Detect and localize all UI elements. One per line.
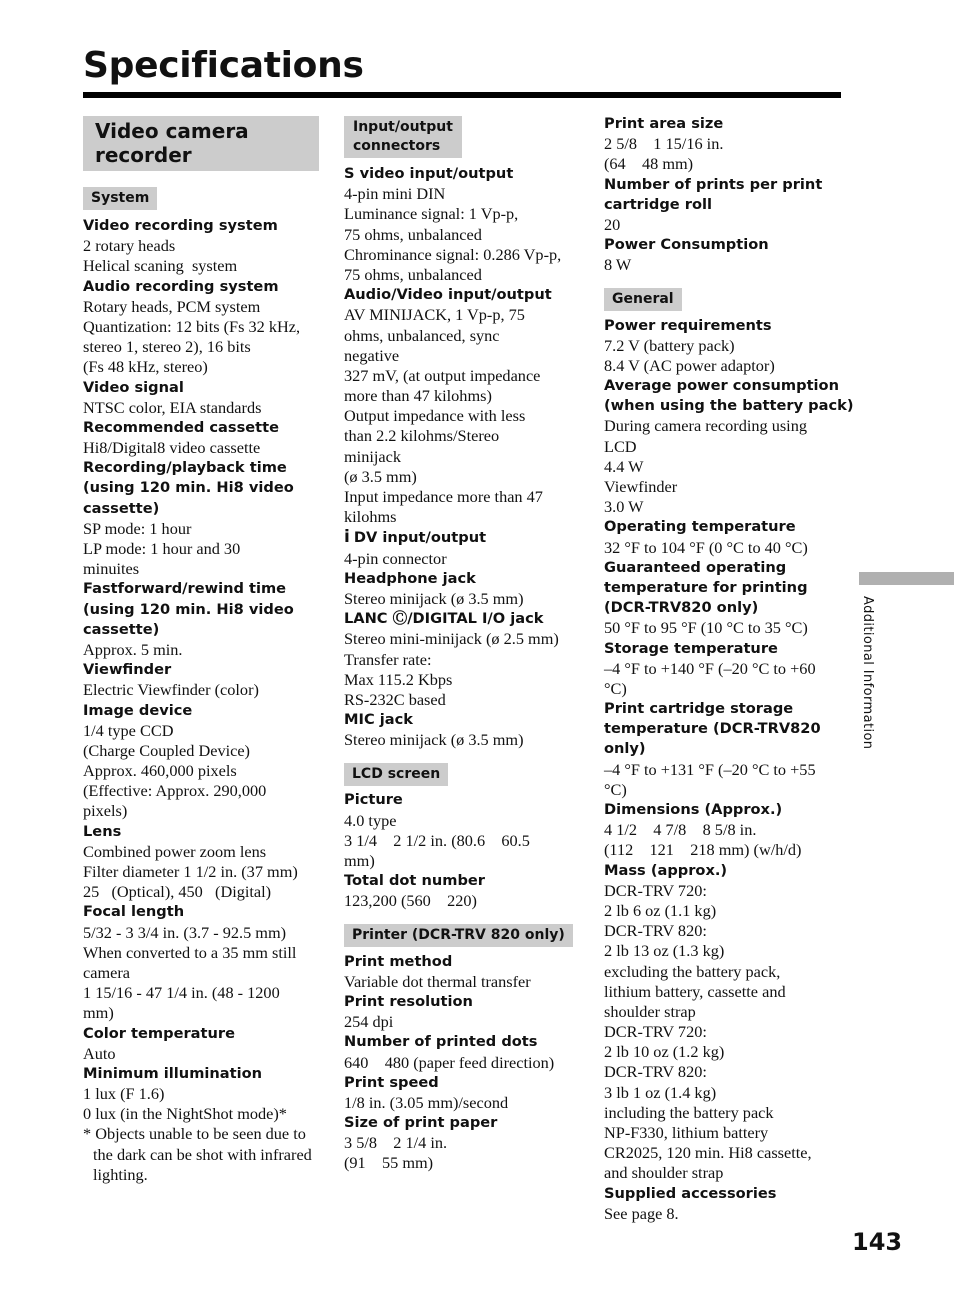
spec-value: Hi8/Digital8 video cassette — [83, 438, 261, 458]
spec-print-method — [344, 952, 589, 992]
spec-value: mm) — [344, 851, 375, 870]
spec-image-device — [83, 701, 323, 822]
spec-label: (using 120 min. Hi8 video — [83, 479, 294, 497]
spec-value: pixels) — [83, 801, 128, 821]
spec-label: Recording/playback time — [83, 459, 287, 477]
spec-value: (112 121 218 mm) (w/h/d) — [604, 840, 802, 860]
spec-value: (Charge Coupled Device) — [83, 740, 250, 760]
spec-value: Max 115.2 Kbps — [344, 669, 453, 689]
spec-value: Approx. 5 min. — [83, 639, 183, 659]
spec-column-2 — [344, 116, 589, 1174]
spec-value: and shoulder strap — [604, 1163, 724, 1183]
spec-lanc-jack — [344, 609, 589, 710]
spec-label: Size of print paper — [344, 1114, 498, 1132]
spec-column-1 — [83, 187, 323, 1185]
spec-operating-temperature — [604, 517, 849, 557]
spec-label: cartridge roll — [604, 195, 712, 213]
spec-label: Mass (approx.) — [604, 861, 728, 879]
spec-value: During camera recording using — [604, 416, 807, 436]
spec-focal-length — [83, 902, 323, 1023]
spec-value: 75 ohms, unbalanced — [344, 264, 482, 284]
spec-label: cassette) — [83, 499, 160, 517]
spec-value: Helical scaning system — [83, 256, 238, 276]
spec-recording-playback-time — [83, 458, 323, 579]
spec-value: NP-F330, lithium battery — [604, 1123, 769, 1142]
spec-label: Operating temperature — [604, 518, 796, 536]
spec-value: 25 (Optical), 450 (Digital) — [83, 882, 272, 902]
spec-value: 1 15/16 - 47 1/4 in. (48 - 1200 — [83, 983, 280, 1003]
spec-value: DCR-TRV 820: — [604, 1062, 707, 1082]
spec-value: Stereo mini-minijack (ø 2.5 mm) — [344, 629, 559, 649]
spec-value: 3.0 W — [604, 497, 644, 517]
spec-value: 4-pin connector — [344, 548, 447, 568]
spec-value: 1/8 in. (3.05 mm)/second — [344, 1092, 509, 1112]
spec-value: including the battery pack — [604, 1102, 774, 1122]
spec-label: S video input/output — [344, 165, 514, 182]
dv-label: DV input/output — [353, 529, 487, 547]
spec-value: 4.4 W — [604, 456, 644, 476]
spec-value: (Effective: Approx. 290,000 — [83, 781, 267, 801]
spec-value: Auto — [83, 1043, 116, 1063]
spec-value: DCR-TRV 820: — [604, 921, 707, 941]
spec-value: ohms, unbalanced, sync — [344, 325, 500, 345]
spec-value: Viewfinder — [604, 477, 678, 496]
spec-label: Recommended cassette — [83, 418, 280, 436]
spec-dimensions — [604, 800, 849, 861]
spec-prints-per-roll — [604, 175, 849, 236]
title-rule — [83, 92, 841, 98]
spec-value: °C) — [604, 779, 627, 799]
spec-value: Rotary heads, PCM system — [83, 296, 261, 316]
spec-label: temperature for printing — [604, 578, 808, 596]
spec-value: camera — [83, 962, 130, 982]
spec-label: (when using the battery pack) — [604, 397, 854, 415]
spec-label: Minimum illumination — [83, 1064, 263, 1082]
spec-value: lithium battery, cassette and — [604, 981, 786, 1001]
spec-value: 8 W — [604, 255, 632, 275]
spec-value: 32 °F to 104 °F (0 °C to 40 °C) — [604, 537, 808, 557]
spec-value: 75 ohms, unbalanced — [344, 224, 482, 244]
io-tag-line-2: connectors — [353, 138, 441, 154]
spec-lens — [83, 822, 323, 903]
spec-value: See page 8. — [604, 1203, 679, 1223]
spec-label: Color temperature — [83, 1024, 235, 1042]
spec-value: 7.2 V (battery pack) — [604, 335, 735, 355]
spec-value: 50 °F to 95 °F (10 °C to 35 °C) — [604, 618, 808, 638]
spec-value: (64 48 mm) — [604, 154, 694, 174]
spec-value: Variable dot thermal transfer — [344, 971, 531, 991]
spec-label: (using 120 min. Hi8 video — [83, 600, 294, 618]
spec-s-video — [344, 164, 589, 285]
spec-value: Transfer rate: — [344, 649, 432, 669]
spec-value: 1 lux (F 1.6) — [83, 1084, 165, 1104]
spec-label: MIC jack — [344, 711, 413, 729]
spec-viewfinder — [83, 660, 323, 700]
spec-value: Stereo minijack (ø 3.5 mm) — [344, 730, 524, 750]
spec-value: –4 °F to +131 °F (–20 °C to +55 — [604, 759, 816, 779]
spec-print-speed — [344, 1073, 589, 1113]
spec-value: Electric Viewfinder (color) — [83, 680, 259, 700]
spec-av-input-output — [344, 285, 589, 527]
spec-value: CR2025, 120 min. Hi8 cassette, — [604, 1143, 812, 1163]
spec-value: 2 lb 10 oz (1.2 kg) — [604, 1042, 725, 1062]
spec-label: only) — [604, 740, 646, 758]
spec-label: Lens — [83, 822, 122, 840]
spec-label: Audio/Video input/output — [344, 286, 552, 304]
spec-value: 327 mV, (at output impedance — [344, 365, 541, 385]
spec-power-requirements — [604, 316, 849, 377]
spec-value: RS-232C based — [344, 689, 446, 709]
spec-value: 4 1/2 4 7/8 8 5/8 in. — [604, 820, 757, 840]
spec-label: Supplied accessories — [604, 1184, 777, 1202]
spec-value: (91 55 mm) — [344, 1153, 434, 1173]
spec-value: Luminance signal: 1 Vp-p, — [344, 204, 519, 224]
spec-total-dot-number — [344, 871, 589, 911]
spec-print-area-size — [604, 114, 849, 175]
spec-value: 4-pin mini DIN — [344, 184, 446, 204]
printer-section-tag: Printer (DCR-TRV 820 only) — [344, 924, 573, 947]
spec-label: Print method — [344, 952, 453, 970]
spec-value: Quantization: 12 bits (Fs 32 kHz, — [83, 316, 301, 336]
spec-headphone-jack — [344, 569, 589, 609]
lanc-label-pre: LANC — [344, 610, 393, 628]
spec-value: 3 1/4 2 1/2 in. (80.6 60.5 — [344, 830, 530, 850]
spec-minimum-illumination — [83, 1064, 323, 1125]
spec-value: (ø 3.5 mm) — [344, 466, 417, 486]
spec-label: Number of printed dots — [344, 1033, 538, 1051]
footnote: * Objects unable to be seen due to the dark can be shot with infrared lighting. — [83, 1124, 312, 1184]
spec-value: Input impedance more than 47 — [344, 487, 543, 506]
spec-value: 123,200 (560 220) — [344, 891, 477, 911]
spec-value: °C) — [604, 678, 627, 698]
dv-i-link-icon: i — [344, 527, 350, 548]
spec-value: 8.4 V (AC power adaptor) — [604, 355, 775, 375]
spec-value: 640 480 (paper feed direction) — [344, 1052, 555, 1072]
spec-label: Fastforward/rewind time — [83, 580, 287, 598]
spec-label: Total dot number — [344, 872, 486, 890]
spec-value: 2 lb 13 oz (1.3 kg) — [604, 941, 725, 961]
spec-picture — [344, 790, 589, 871]
spec-value: Approx. 460,000 pixels — [83, 761, 237, 781]
spec-supplied-accessories — [604, 1184, 849, 1224]
spec-label: Print cartridge storage — [604, 700, 794, 718]
spec-value: 20 — [604, 214, 621, 234]
lcd-section-tag: LCD screen — [344, 763, 448, 786]
general-section-tag: General — [604, 288, 682, 311]
spec-value: negative — [344, 345, 400, 365]
spec-value: LCD — [604, 436, 637, 456]
spec-mass — [604, 861, 849, 1184]
spec-value: Chrominance signal: 0.286 Vp-p, — [344, 244, 562, 264]
spec-value: 2 rotary heads — [83, 236, 176, 256]
spec-print-resolution — [344, 992, 589, 1032]
page-number: 143 — [852, 1228, 903, 1256]
spec-label: Average power consumption — [604, 377, 839, 395]
spec-average-power-consumption — [604, 376, 854, 517]
spec-fastforward-rewind-time — [83, 579, 323, 660]
spec-value: 3 5/8 2 1/4 in. — [344, 1133, 448, 1153]
io-tag-line-1: Input/output — [353, 119, 453, 135]
spec-label: Audio recording system — [83, 277, 279, 295]
spec-label: Focal length — [83, 903, 185, 921]
spec-value: When converted to a 35 mm still — [83, 942, 297, 962]
spec-value: 3 lb 1 oz (1.4 kg) — [604, 1082, 717, 1102]
spec-guaranteed-temperature — [604, 558, 849, 639]
spec-value: LP mode: 1 hour and 30 — [83, 539, 241, 558]
spec-video-recording-system — [83, 216, 323, 277]
spec-label: temperature (DCR-TRV820 — [604, 720, 821, 738]
page-title: Specifications — [83, 45, 364, 86]
spec-label: Dimensions (Approx.) — [604, 801, 783, 818]
spec-value: Combined power zoom lens — [83, 841, 267, 861]
spec-printed-dots — [344, 1032, 589, 1072]
spec-value: SP mode: 1 hour — [83, 518, 192, 538]
spec-value: –4 °F to +140 °F (–20 °C to +60 — [604, 658, 816, 678]
spec-value: 2 5/8 1 15/16 in. — [604, 134, 724, 154]
spec-print-paper-size — [344, 1113, 589, 1174]
spec-value: Output impedance with less — [344, 406, 526, 426]
spec-value: than 2.2 kilohms/Stereo — [344, 426, 500, 446]
spec-value: stereo 1, stereo 2), 16 bits — [83, 337, 251, 357]
spec-label: Image device — [83, 701, 193, 719]
spec-label: Picture — [344, 791, 403, 809]
spec-value: 1/4 type CCD — [83, 720, 174, 740]
spec-value: Filter diameter 1 1/2 in. (37 mm) — [83, 862, 298, 881]
lanc-icon: Ⓒ — [392, 610, 408, 628]
spec-value: mm) — [83, 1003, 114, 1023]
spec-value: NTSC color, EIA standards — [83, 397, 262, 417]
spec-dv-input-output — [344, 527, 589, 568]
spec-label: cassette) — [83, 620, 160, 638]
spec-video-signal — [83, 378, 323, 418]
spec-value: excluding the battery pack, — [604, 961, 781, 981]
side-tab-bar — [859, 572, 954, 585]
spec-label: Number of prints per print — [604, 175, 823, 193]
spec-value: 4.0 type — [344, 810, 397, 830]
spec-value: shoulder strap — [604, 1001, 696, 1021]
spec-label: Print area size — [604, 115, 724, 132]
side-section-label: Additional Information — [860, 596, 875, 750]
spec-value: AV MINIJACK, 1 Vp-p, 75 — [344, 305, 525, 325]
spec-column-3 — [604, 114, 854, 1224]
spec-label: (DCR-TRV820 only) — [604, 599, 759, 617]
spec-value: minuites — [83, 559, 140, 579]
spec-color-temperature — [83, 1024, 323, 1064]
io-section-tag — [344, 116, 462, 158]
spec-label: Print speed — [344, 1073, 439, 1091]
spec-value: DCR-TRV 720: — [604, 1022, 707, 1042]
spec-label: Storage temperature — [604, 639, 778, 657]
spec-value: 5/32 - 3 3/4 in. (3.7 - 92.5 mm) — [83, 922, 287, 942]
spec-label: Headphone jack — [344, 569, 476, 587]
spec-value: (Fs 48 kHz, stereo) — [83, 357, 208, 377]
section-title: Video camera recorder — [83, 116, 319, 171]
spec-mic-jack — [344, 710, 589, 750]
spec-audio-recording-system — [83, 277, 323, 378]
spec-label: Viewfinder — [83, 661, 172, 679]
spec-label: Guaranteed operating — [604, 558, 787, 576]
spec-label: Print resolution — [344, 992, 473, 1010]
spec-value: 0 lux (in the NightShot mode)* — [83, 1104, 287, 1124]
spec-value: 2 lb 6 oz (1.1 kg) — [604, 900, 717, 920]
spec-value: DCR-TRV 720: — [604, 880, 707, 900]
spec-value: 254 dpi — [344, 1012, 394, 1032]
spec-value: more than 47 kilohms) — [344, 386, 492, 406]
spec-value: kilohms — [344, 507, 397, 527]
spec-value: Stereo minijack (ø 3.5 mm) — [344, 588, 524, 608]
spec-storage-temperature — [604, 639, 849, 700]
lanc-label-post: /DIGITAL I/O jack — [407, 610, 544, 628]
spec-label: Video signal — [83, 378, 184, 396]
system-section-tag: System — [83, 187, 157, 210]
spec-label: Power Consumption — [604, 236, 769, 254]
spec-label: Video recording system — [83, 217, 278, 234]
spec-value: minijack — [344, 446, 401, 466]
spec-cartridge-storage-temperature — [604, 699, 849, 800]
spec-recommended-cassette — [83, 418, 323, 458]
spec-label: Power requirements — [604, 316, 772, 334]
spec-power-consumption — [604, 235, 849, 275]
